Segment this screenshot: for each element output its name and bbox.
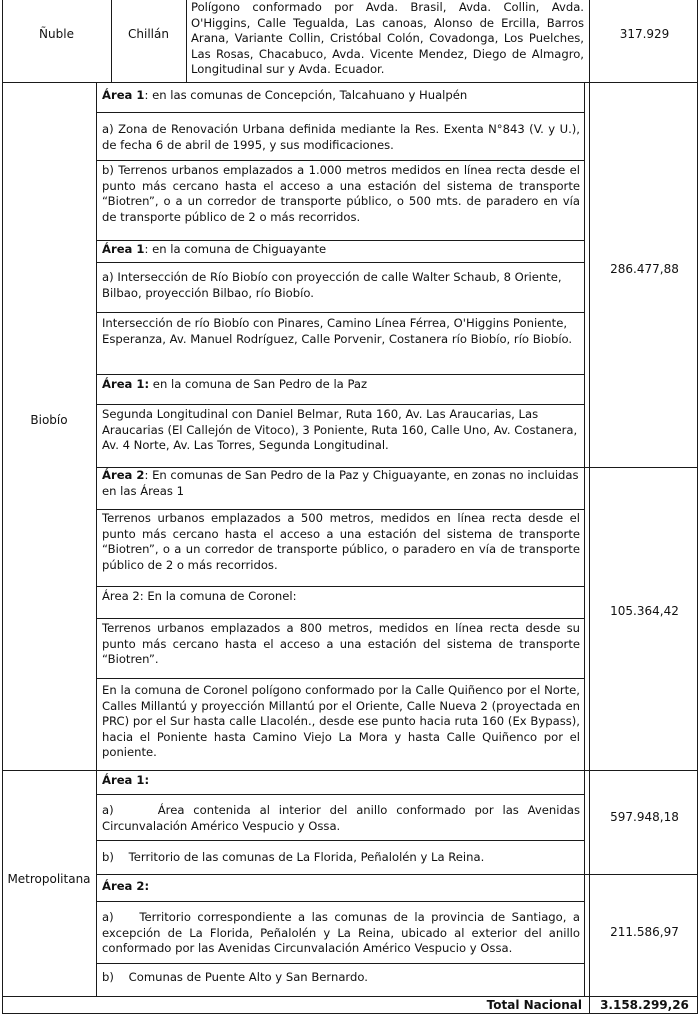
row-divider (96, 618, 585, 619)
area-label: Área 2 (102, 468, 145, 482)
row-divider (96, 374, 585, 375)
area-label: Área 1: (102, 377, 150, 391)
metro-area1-heading (102, 773, 580, 789)
item-marker: a) (102, 910, 114, 924)
total-value-text: 3.158.299,26 (600, 998, 689, 1012)
area-scope: : En comunas de San Pedro de la Paz y Chiguayante, en zonas no incluidas en las Áreas 1 (102, 468, 579, 498)
row-divider (96, 509, 585, 510)
row-divider (96, 160, 585, 161)
row-divider (2, 82, 698, 83)
biobio-area2-coronel-item-b: En la comuna de Coronel polígono conformado por la Calle Quiñenco por el Norte, Calles Millantú y proyección Millantú por el Oriente, Calle Nueva 2 (proyectada en PRC) por el Sur hasta calle Llacolén., desde ese punto hacia ruta 160 (Ex Bypass), hacia el Poniente hasta Camino Viejo La Mora y hasta Calle Quiñenco por el poniente. (102, 683, 580, 759)
row-divider (2, 996, 698, 997)
metro-area1-item-a (102, 803, 580, 834)
biobio-area1-concepcion-heading (102, 88, 582, 104)
row-divider (96, 678, 585, 679)
biobio-area1-spp-item-a: Segunda Longitudinal con Daniel Belmar, Ruta 160, Av. Las Araucarias, Las Araucarias (El Callejón de Vitoco), 3 Poniente, Ruta 160, Calle Uno, Av. Costanera, Av. 4 Norte, Av. Las Torres, Segunda Longitudinal. (102, 407, 578, 452)
item-marker: a) (102, 803, 114, 817)
item-marker: b) (102, 850, 114, 864)
row-divider (96, 874, 698, 875)
biobio-area1-chiguayante-item-a: a) Intersección de Río Biobío con proyección de calle Walter Schaub, 8 Oriente, Bilbao, proyección Bilbao, río Biobío. (102, 270, 562, 300)
area-label: Área 1 (102, 88, 145, 102)
column-divider-region (96, 82, 97, 996)
row-divider (96, 840, 585, 841)
area-label: Área 1: (102, 773, 150, 787)
row-divider (96, 112, 585, 113)
area-label: Área 2: (102, 879, 150, 893)
row-divider (96, 262, 585, 263)
metro-area1-value: 597.948,18 (610, 810, 679, 824)
table-border-left (2, 0, 3, 1014)
region-label-biobio: Biobío (30, 413, 68, 427)
item-text: Área contenida al interior del anillo conformado por las Avenidas Circunvalación Américo Vespucio y Ossa. (102, 803, 580, 833)
biobio-area1-chiguayante-item-b: Intersección de río Biobío con Pinares, Camino Línea Férrea, O'Higgins Poniente, Esperanza, Av. Manuel Rodríguez, Calle Porvenir, Costanera río Biobío, río Biobío. (102, 316, 573, 346)
inner-cell-border (584, 82, 585, 467)
area-scope: : en la comuna de Chiguayante (144, 242, 327, 256)
biobio-area1-chiguayante-heading (102, 242, 582, 258)
area-scope: en la comuna de San Pedro de la Paz (149, 377, 368, 391)
item-marker: b) (102, 970, 114, 984)
total-label (400, 998, 582, 1013)
commune-label-chillan: Chillán (128, 27, 169, 41)
biobio-area1-concepcion-item-b: b) Terrenos urbanos emplazados a 1.000 metros medidos en línea recta desde el punto más cercano hasta el acceso a una estación del sistema de transporte “Biotren”, o a un corredor de transporte público, o 500 mts. de paradero en vía de transporte público de 2 o más recorridos. (102, 163, 580, 224)
biobio-area2-value: 105.364,42 (610, 604, 679, 618)
item-text: Comunas de Puente Alto y San Bernardo. (128, 970, 368, 984)
row-divider (96, 312, 585, 313)
biobio-area2-coronel-heading: Área 2: En la comuna de Coronel: (102, 589, 297, 603)
area-scope: : en las comunas de Concepción, Talcahuano y Hualpén (144, 88, 468, 102)
row-divider (96, 240, 585, 241)
biobio-area1-spp-heading (102, 377, 582, 393)
row-divider (96, 901, 585, 902)
region-label-nuble: Ñuble (39, 27, 74, 41)
row-divider (96, 794, 585, 795)
item-text: Territorio correspondiente a las comunas de la provincia de Santiago, a excepción de La Florida, Peñalolén y La Reina, ubicado al exterior del anillo conformado por las Avenidas Circunvalación Américo Vespucio y Ossa. (102, 910, 580, 955)
biobio-area1-value: 286.477,88 (610, 262, 679, 276)
nuble-polygon-description: Polígono conformado por Avda. Brasil, Avda. Collin, Avda. O'Higgins, Calle Tegualda, Las canoas, Alonso de Ercilla, Barros Arana, Variante Collin, Cristóbal Colón, Covadonga, Los Puelches, Las Rosas, Chacabuco, Avda. Vicente Mendez, Diego de Almagro, Longitudinal sur y Avda. Ecuador. (191, 0, 584, 76)
biobio-area1-concepcion-item-a: a) Zona de Renovación Urbana definida mediante la Res. Exenta N°843 (V. y U.), de fecha 6 de abril de 1995, y sus modificaciones. (102, 122, 580, 152)
column-divider-description-nuble (186, 0, 187, 82)
column-divider-value (589, 0, 590, 1014)
row-divider (2, 770, 698, 771)
row-divider (96, 404, 585, 405)
biobio-area2-coronel-item-a: Terrenos urbanos emplazados a 800 metros, medidos en línea recta desde su punto más cercano hasta el acceso a una estación del sistema de transporte “Biotren”. (102, 621, 580, 666)
metro-area2-value: 211.586,97 (610, 925, 679, 939)
region-label-metropolitana: Metropolitana (7, 872, 91, 886)
biobio-area2-item-a: Terrenos urbanos emplazados a 500 metros, medidos en línea recta desde el punto más cercano hasta el acceso a una estación del sistema de transporte “Biotren”, o a un corredor de transporte público, o paradero en vía de transporte público de 2 o más recorridos. (102, 511, 580, 572)
row-divider (96, 586, 585, 587)
metro-area1-item-b (102, 850, 580, 866)
table-border-bottom (2, 1013, 698, 1014)
biobio-area2-heading (102, 468, 580, 499)
item-text: Territorio de las comunas de La Florida, Peñalolén y La Reina. (128, 850, 485, 864)
total-value (591, 998, 698, 1013)
metro-area2-item-b (102, 970, 580, 986)
metro-area2-item-a (102, 910, 580, 957)
nuble-value: 317.929 (619, 27, 670, 41)
area-label: Área 1 (102, 242, 145, 256)
row-divider (96, 963, 585, 964)
table-border-right (697, 0, 698, 1014)
total-label-text: Total Nacional (486, 998, 582, 1012)
metro-area2-heading (102, 879, 580, 895)
